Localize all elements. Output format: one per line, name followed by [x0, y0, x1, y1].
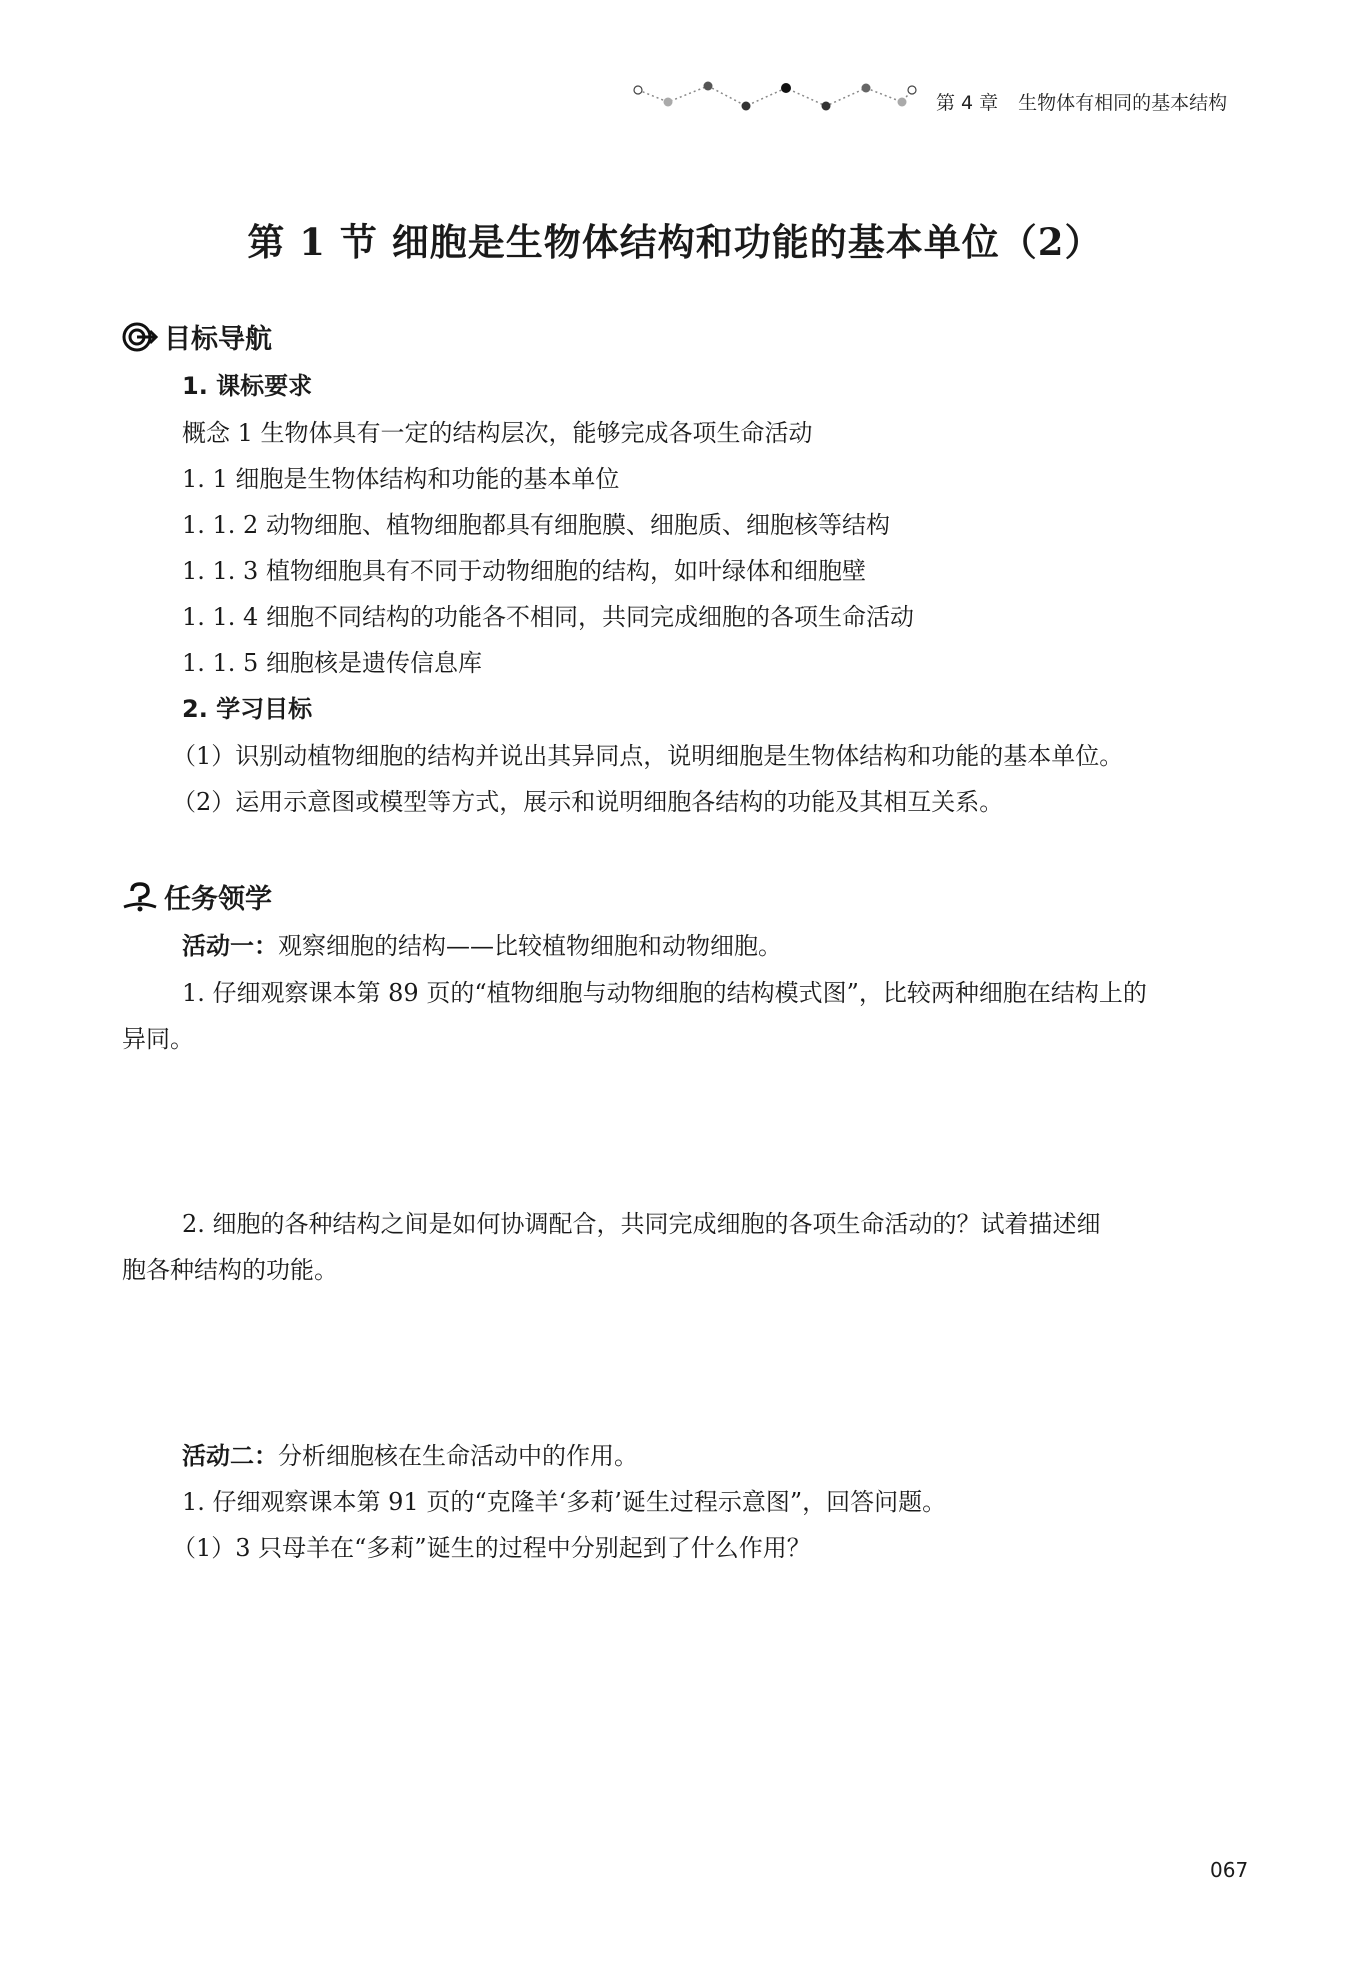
- curriculum-line: 1. 1. 2 动物细胞、植物细胞都具有细胞膜、细胞质、细胞核等结构: [182, 511, 890, 539]
- chapter-number: 第 4 章: [936, 92, 999, 114]
- curriculum-line: 1. 1 细胞是生物体结构和功能的基本单位: [182, 465, 620, 493]
- activity-one-text: 观察细胞的结构——比较植物细胞和动物细胞。: [278, 932, 782, 960]
- activity-two-label: 活动二：: [182, 1442, 278, 1470]
- curriculum-line: 概念 1 生物体具有一定的结构层次，能够完成各项生命活动: [182, 419, 813, 447]
- goals-heading-text: 目标导航: [164, 324, 272, 355]
- question-mark-icon: [122, 881, 158, 913]
- page-number: 067: [1210, 1858, 1249, 1882]
- learning-goal: （1）识别动植物细胞的结构并说出其异同点，说明细胞是生物体结构和功能的基本单位。: [172, 742, 1124, 770]
- activity-two-text: 分析细胞核在生命活动中的作用。: [278, 1442, 638, 1470]
- curriculum-line: 1. 1. 5 细胞核是遗传信息库: [182, 649, 482, 677]
- activity-two: [182, 1441, 638, 1471]
- chapter-title: 生物体有相同的基本结构: [1018, 92, 1228, 114]
- activity-one: [182, 931, 782, 961]
- section-title: 第 1 节 细胞是生物体结构和功能的基本单位（2）: [247, 220, 1103, 264]
- question-2-line-2: 胞各种结构的功能。: [122, 1256, 338, 1284]
- section-heading-goals: [122, 317, 272, 356]
- tasks-heading-text: 任务领学: [164, 884, 272, 915]
- question-1-line-1: 1. 仔细观察课本第 89 页的“植物细胞与动物细胞的结构模式图”，比较两种细胞在结构上的: [182, 979, 1147, 1007]
- header-dots-decoration: [630, 80, 920, 114]
- subheading-learning-goals: 2. 学习目标: [182, 695, 313, 723]
- chapter-header: [936, 88, 1227, 115]
- curriculum-line: 1. 1. 4 细胞不同结构的功能各不相同，共同完成细胞的各项生命活动: [182, 603, 914, 631]
- target-icon: [122, 321, 158, 353]
- question-1-line-2: 异同。: [122, 1025, 194, 1053]
- activity-one-label: 活动一：: [182, 932, 278, 960]
- learning-goal: （2）运用示意图或模型等方式，展示和说明细胞各结构的功能及其相互关系。: [172, 788, 1004, 816]
- section-heading-tasks: [122, 877, 272, 916]
- curriculum-line: 1. 1. 3 植物细胞具有不同于动物细胞的结构，如叶绿体和细胞壁: [182, 557, 866, 585]
- subheading-curriculum: 1. 课标要求: [182, 372, 313, 400]
- question-2-line-1: 2. 细胞的各种结构之间是如何协调配合，共同完成细胞的各项生命活动的？试着描述细: [182, 1210, 1101, 1238]
- activity-two-question-1-1: （1）3 只母羊在“多莉”诞生的过程中分别起到了什么作用？: [172, 1534, 811, 1562]
- activity-two-question-1: 1. 仔细观察课本第 91 页的“克隆羊‘多莉’诞生过程示意图”，回答问题。: [182, 1488, 947, 1516]
